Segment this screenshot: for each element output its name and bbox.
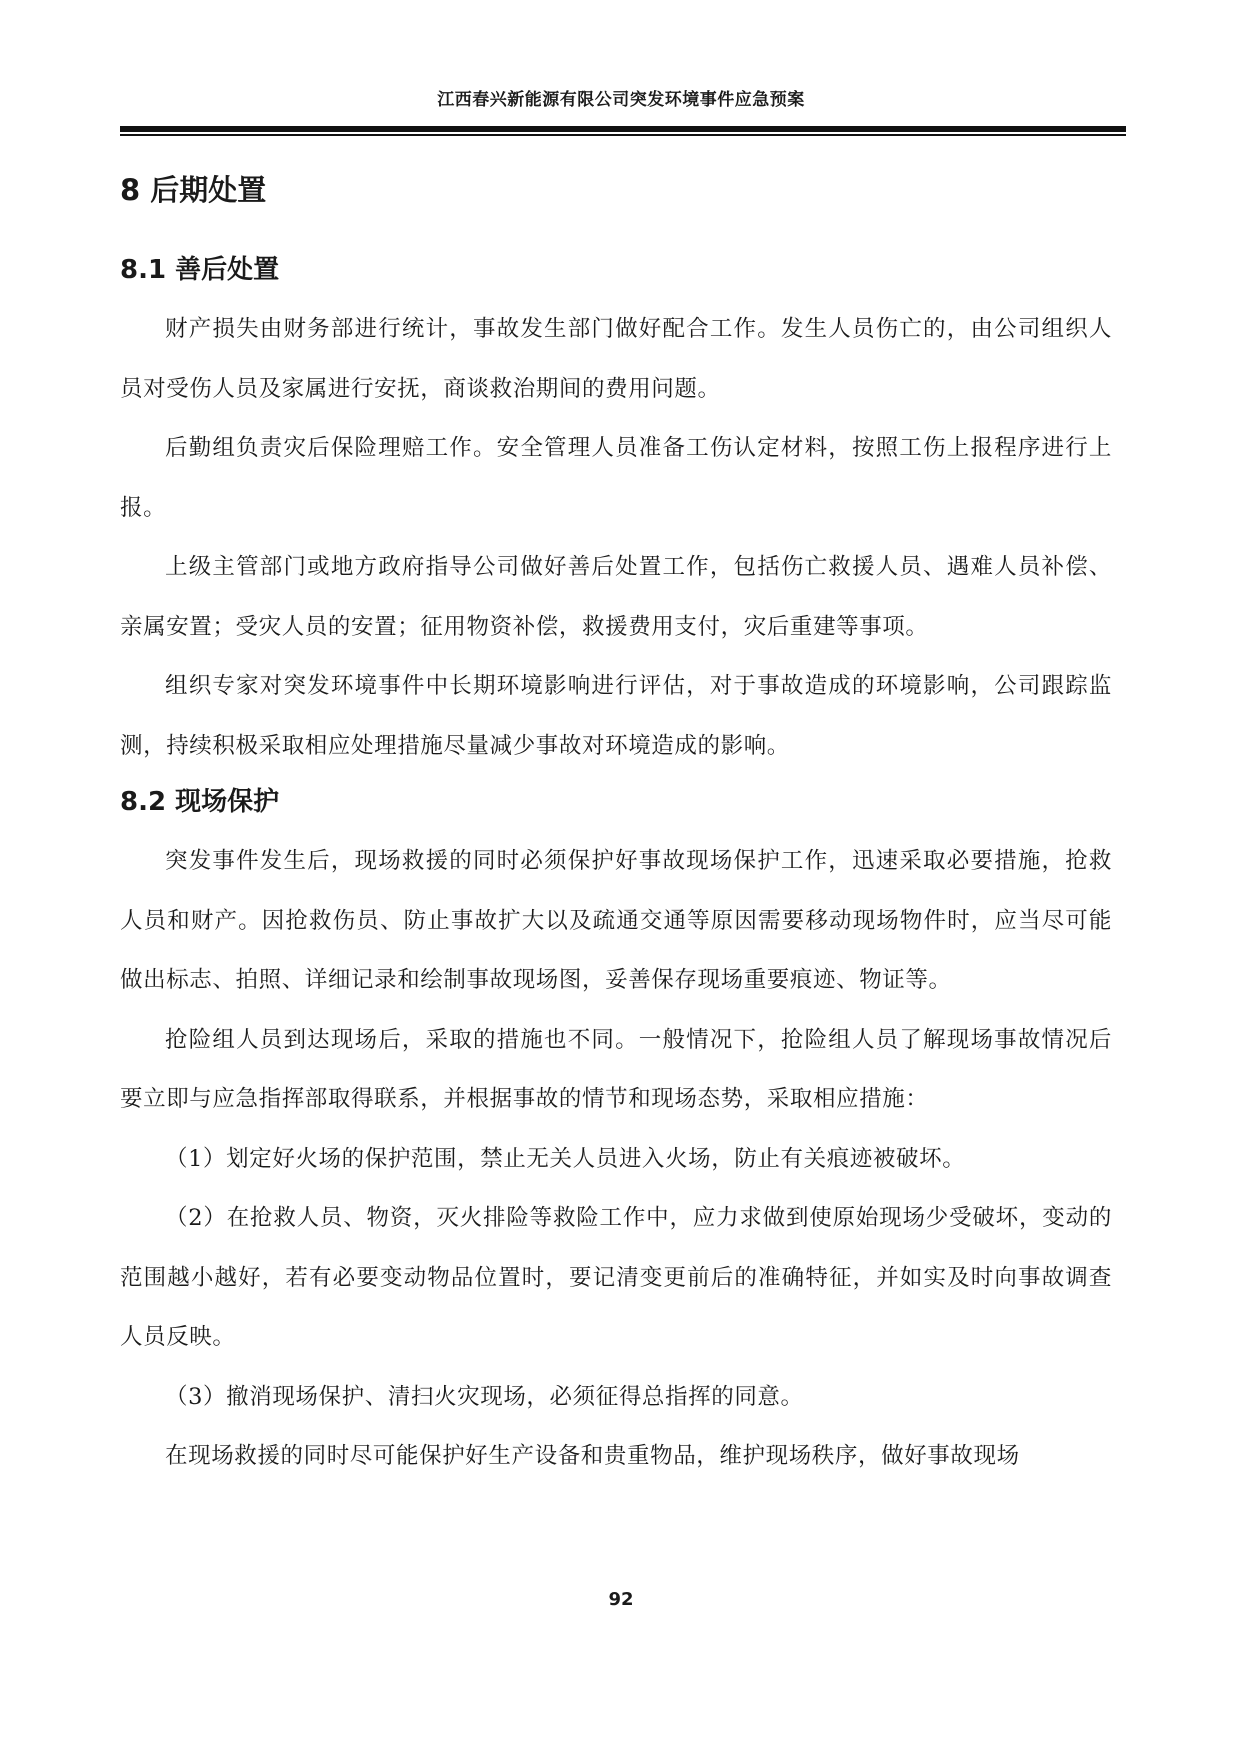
paragraph: 组织专家对突发环境事件中长期环境影响进行评估，对于事故造成的环境影响，公司跟踪监测，持续积极采取相应处理措施尽量减少事故对环境造成的影响。 — [120, 673, 1112, 759]
header-rule-thick — [120, 126, 1126, 132]
paragraph: 财产损失由财务部进行统计，事故发生部门做好配合工作。发生人员伤亡的，由公司组织人员对受伤人员及家属进行安抚，商谈救治期间的费用问题。 — [120, 316, 1112, 402]
document-header-title: 江西春兴新能源有限公司突发环境事件应急预案 — [437, 90, 805, 110]
paragraph: 抢险组人员到达现场后，采取的措施也不同。一般情况下，抢险组人员了解现场事故情况后要立即与应急指挥部取得联系，并根据事故的情节和现场态势，采取相应措施： — [120, 1026, 1112, 1112]
header-rule-thin — [120, 134, 1126, 136]
subsection-heading-8-2: 8.2 现场保护 — [120, 787, 280, 817]
page-number: 92 — [608, 1589, 634, 1610]
subsection-heading-8-1: 8.1 善后处置 — [120, 255, 280, 285]
section-heading: 8 后期处置 — [120, 173, 267, 207]
list-item-3: （3）撤消现场保护、清扫火灾现场，必须征得总指挥的同意。 — [165, 1383, 804, 1410]
page-content — [120, 162, 1112, 1487]
paragraph: 在现场救援的同时尽可能保护好生产设备和贵重物品，维护现场秩序，做好事故现场 — [165, 1443, 1020, 1469]
list-item-2: （2）在抢救人员、物资，灭火排险等救险工作中，应力求做到使原始现场少受破坏，变动的范围越小越好，若有必要变动物品位置时，要记清变更前后的准确特征，并如实及时向事故调查人员反映。 — [120, 1205, 1112, 1350]
paragraph: 突发事件发生后，现场救援的同时必须保护好事故现场保护工作，迅速采取必要措施，抢救人员和财产。因抢救伤员、防止事故扩大以及疏通交通等原因需要移动现场物件时，应当尽可能做出标志、拍照、详细记录和绘制事故现场图，妥善保存现场重要痕迹、物证等。 — [120, 848, 1112, 993]
list-item-1: （1）划定好火场的保护范围，禁止无关人员进入火场，防止有关痕迹被破坏。 — [165, 1145, 966, 1172]
paragraph: 上级主管部门或地方政府指导公司做好善后处置工作，包括伤亡救援人员、遇难人员补偿、亲属安置；受灾人员的安置；征用物资补偿，救援费用支付，灾后重建等事项。 — [120, 554, 1112, 640]
paragraph: 后勤组负责灾后保险理赔工作。安全管理人员准备工伤认定材料，按照工伤上报程序进行上报。 — [120, 435, 1112, 521]
